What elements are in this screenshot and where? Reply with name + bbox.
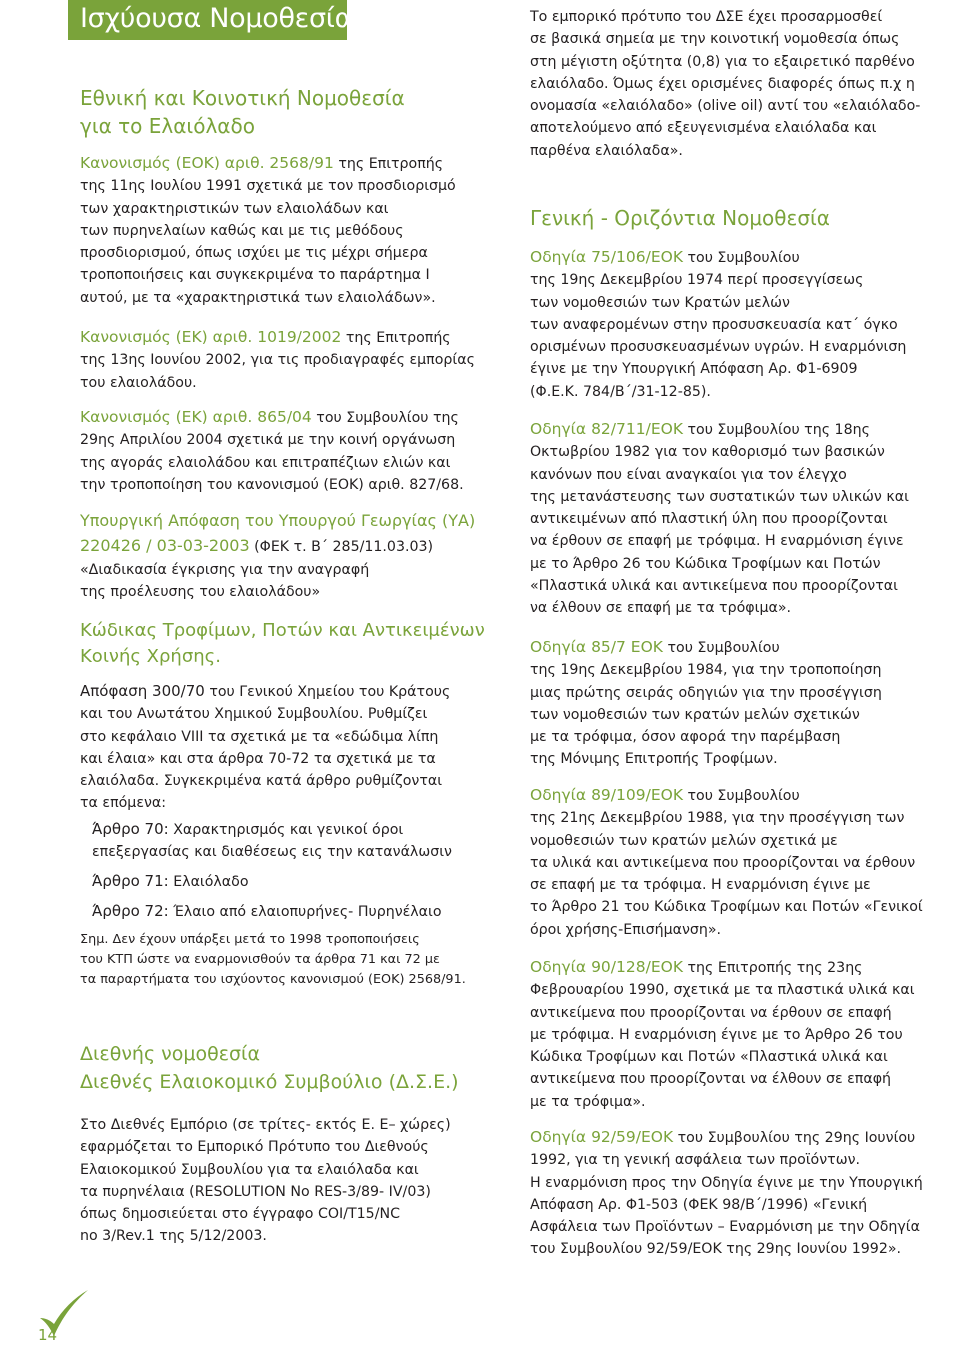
directive-92-59: Οδηγία 92/59/ΕΟΚ του Συμβουλίου της 29ης Ιουνίου 1992, για τη γενική ασφάλεια των προϊόντων. Η εναρμόνιση προς την Οδηγία έγινε με την Υπουργική Απόφαση Αρ. Φ1-503 (ΦΕΚ 98/Β΄/1996) «Γενική Ασφάλεια των Προϊόντων – Εναρμόνιση με την Οδηγία του Συμβουλίου 92/59/ΕΟΚ της 29ης Ιουνίου 1992». <box>530 1128 923 1258</box>
section-title-national: Εθνική και Κοινοτική Νομοθεσία για το Ελαιόλαδο <box>80 86 405 138</box>
international-text: Στο Διεθνές Εμπόριο (σε τρίτες- εκτός Ε. Ε– χώρες) εφαρμόζεται το Εμπορικό Πρότυπο του Διεθνούς Ελαιοκομικού Συμβουλίου για τα ελαιόλαδα και τα πυρηνέλαια (RESOLUTION No RES-3/89- IV/03) όπως δημοσιεύεται στο έγγραφο COI/T15/NC no 3/Rev.1 της 5/12/2003. <box>80 1117 451 1245</box>
reg-865-04: Κανονισμός (ΕΚ) αριθ. 865/04 του Συμβουλίου της 29ης Απριλίου 2004 σχετικά με την κοινή οργάνωση της αγοράς ελαιολάδου και επιτραπέζιων ελιών και την τροποποίηση του κανονισμού (ΕΟΚ) αριθ. 827/68. <box>80 408 464 493</box>
reg-1019-2002: Κανονισμός (ΕΚ) αριθ. 1019/2002 της Επιτροπής της 13ης Ιουνίου 2002, για τις προδιαγραφές εμπορίας του ελαιολάδου. <box>80 328 475 391</box>
directive-82-711: Οδηγία 82/711/ΕΟΚ του Συμβουλίου της 18ης Οκτωβρίου 1982 για τον καθορισμό των βασικών κανόνων που είναι αναγκαίοι για τον έλεγχο της μετανάστευσης των συστατικών των υλικών και αντικειμένων από πλαστική ύλη που προορίζονται να έρθουν σε επαφή με τρόφιμα. Η εναρμόνιση έγινε με το Άρθρο 26 του Κώδικα Τροφίμων και Ποτών «Πλαστικά υλικά και αντικείμενα που προορίζονται να έλθουν σε επαφή με τα τρόφιμα». <box>530 420 909 617</box>
ministerial-decision: Υπουργική Απόφαση του Υπουργού Γεωργίας (ΥΑ) 220426 / 03-03-2003 (ΦΕΚ τ. Β΄ 285/11.03.03) «Διαδικασία έγκρισης για την αναγραφή της προέλευσης του ελαιολάδου» <box>80 511 476 600</box>
page-number: 14 <box>38 1326 58 1344</box>
directive-75-106: Οδηγία 75/106/ΕΟΚ του Συμβουλίου της 19ης Δεκεμβρίου 1974 περί προσεγγίσεως των νομοθεσιών των Κρατών μελών των αναφερομένων στην προσυσκευασία κατ΄ όγκο ορισμένων προσυσκευασμένων υγρών. Η εναρμόνιση έγινε με την Υπουργική Απόφαση Αρ. Φ1-6909 (Φ.Ε.Κ. 784/Β΄/31-12-85). <box>530 248 907 400</box>
reg-2568-91: Κανονισμός (ΕΟΚ) αριθ. 2568/91 της Επιτροπής της 11ης Ιουλίου 1991 σχετικά με τον προσδιορισμό των χαρακτηριστικών των ελαιολάδων και των πυρηνελαίων καθώς και με τις μεθόδους προσδιορισμού, όπως ισχύει με τις μέχρι σήμερα τροποποιήσεις και συγκεκριμένα το παράρτημα Ι αυτού, με τα «χαρακτηριστικά των ελαιολάδων». <box>80 154 456 306</box>
article-70: Άρθρο 70: Χαρακτηρισμός και γενικοί όροι επεξεργασίας και διαθέσεως εις την κατανάλωσιν <box>92 820 452 861</box>
intro-text: Το εμπορικό πρότυπο του ΔΣΕ έχει προσαρμοσθεί σε βασικά σημεία με την κοινοτική νομοθεσία όπως στη μέγιστη οξύτητα (0,8) για το εξαιρετικό παρθένο ελαιόλαδο. Όμως έχει ορισμένες διαφορές όπως π.χ η ονομασία «ελαιόλαδο» (olive oil) αντί του «ελαιόλαδο- αποτελούμενο από εξευγενισμένα ελαιόλαδα και παρθένα ελαιόλαδα». <box>530 9 921 159</box>
section-title-international: Διεθνής νομοθεσία Διεθνές Ελαιοκομικό Συμβούλιο (Δ.Σ.Ε.) <box>80 1043 459 1093</box>
article-71: Άρθρο 71: Ελαιόλαδο <box>92 872 249 890</box>
directive-90-128: Οδηγία 90/128/ΕΟΚ της Επιτροπής της 23ης Φεβρουαρίου 1990, σχετικά με τα πλαστικά υλικά και αντικείμενα που προορίζονται να έρθουν σε επαφή με τρόφιμα. Η εναρμόνιση έγινε με το Άρθρο 26 του Κώδικα Τροφίμων και Ποτών «Πλαστικά υλικά και αντικείμενα που προορίζονται να έλθουν σε επαφή με τα τρόφιμα». <box>530 958 915 1110</box>
reg-2568-91-lead: Κανονισμός (ΕΟΚ) αριθ. 2568/91 <box>80 154 334 172</box>
note: Σημ. Δεν έχουν υπάρξει μετά το 1998 τροποποιήσεις του ΚΤΠ ώστε να εναρμονισθούν τα άρθρα 71 και 72 με τα παραρτήματα του ισχύοντος κανονισμού (ΕΟΚ) 2568/91. <box>80 932 466 987</box>
page-title: Ισχύουσα Νομοθεσία <box>80 3 353 34</box>
directive-85-7: Οδηγία 85/7 ΕΟΚ του Συμβουλίου της 19ης Δεκεμβρίου 1984, για την τροποποίηση μιας πρώτης σειράς οδηγιών για την προσέγγιση των νομοθεσιών των κρατών μελών σχετικών με τα τρόφιμα, όσον αφορά την παρέμβαση της Μόνιμης Επιτροπής Τροφίμων. <box>530 638 882 768</box>
article-72: Άρθρο 72: Έλαιο από ελαιοπυρήνες- Πυρηνέλαιο <box>92 902 442 920</box>
decision-300-70: Απόφαση 300/70 του Γενικού Χημείου του Κράτους και του Ανωτάτου Χημικού Συμβουλίου. Ρυθμίζει στο κεφάλαιο VIII τα σχετικά με τα «εδώδιμα λίπη και έλαια» και στα άρθρα 70-72 τα σχετικά με τα ελαιόλαδα. Συγκεκριμένα κατά άρθρο ρυθμίζονται τα επόμενα: <box>80 682 451 812</box>
reg-2568-91-rest: της Επιτροπής <box>333 156 444 172</box>
directive-89-109: Οδηγία 89/109/ΕΟΚ του Συμβουλίου της 21ης Δεκεμβρίου 1988, για την προσέγγιση των νομοθεσιών των κρατών μελών σχετικά με τα υλικά και αντικείμενα που προορίζονται να έρθουν σε επαφή με τα τρόφιμα. Η εναρμόνιση έγινε με το Άρθρο 21 του Κώδικα Τροφίμων και Ποτών «Γενικοί όροι χρήσης-Επισήμανση». <box>530 786 923 938</box>
section-title-food-code: Κώδικας Τροφίμων, Ποτών και Αντικειμένων Κοινής Χρήσης. <box>80 620 485 667</box>
section-title-general: Γενική - Οριζόντια Νομοθεσία <box>530 206 830 230</box>
